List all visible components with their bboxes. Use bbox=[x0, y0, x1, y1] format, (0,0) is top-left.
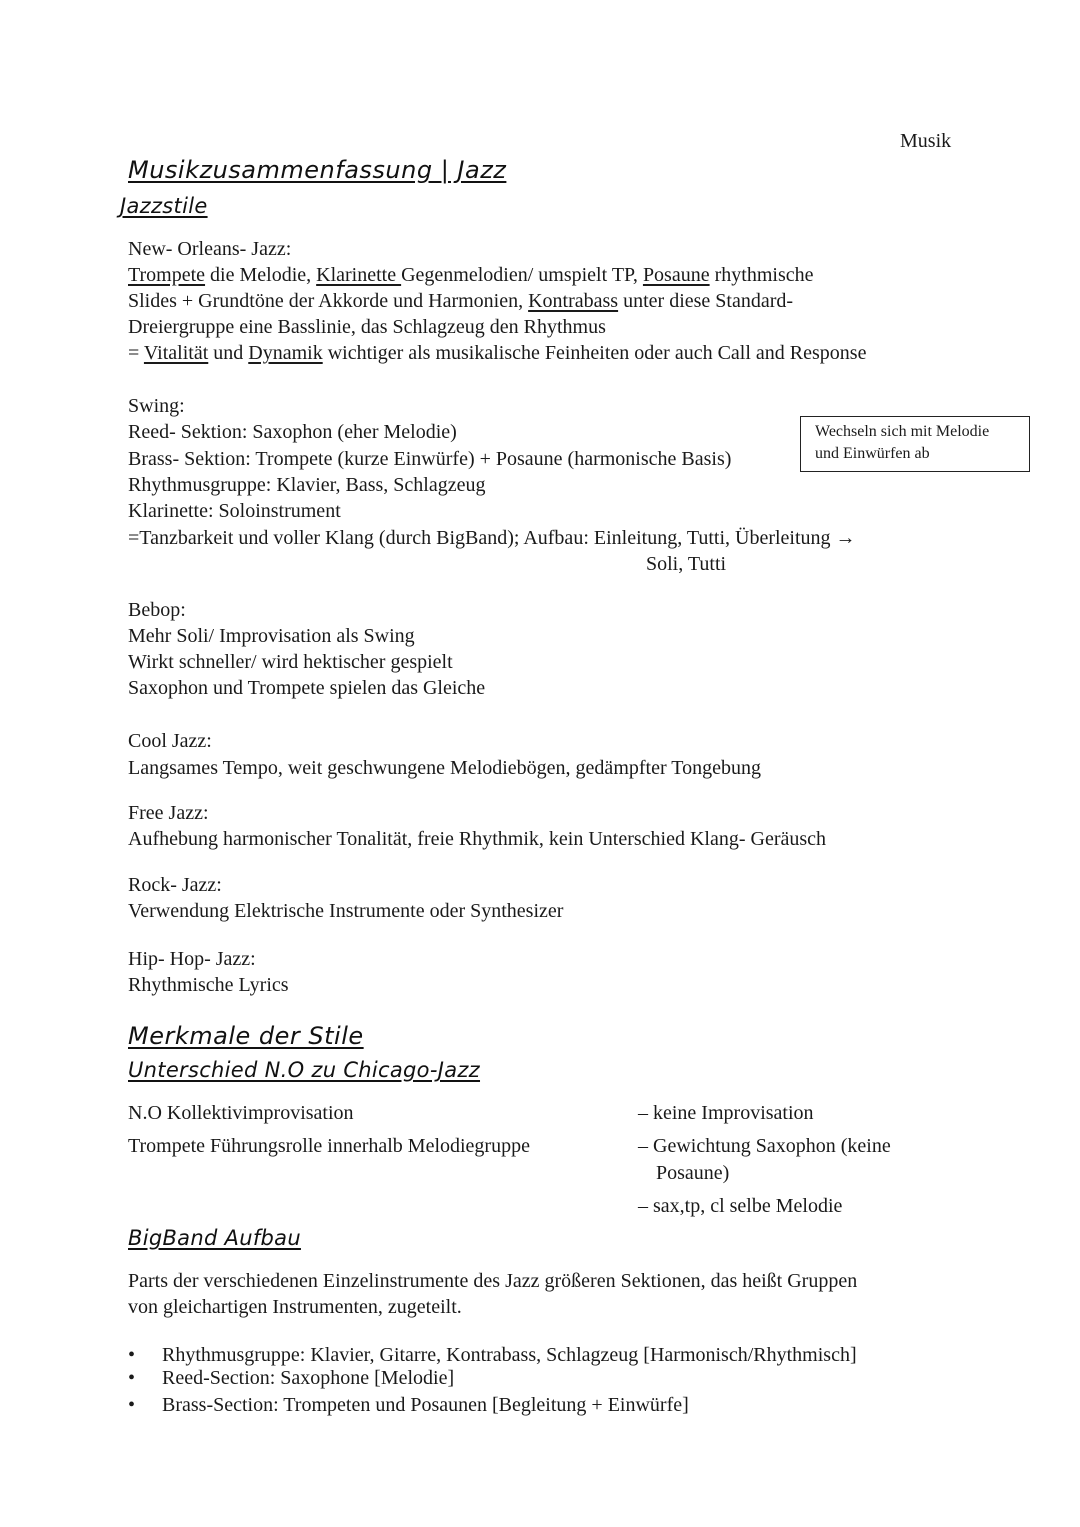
swing-heading: Swing: bbox=[128, 395, 185, 417]
swing-note-box: Wechseln sich mit Melodie und Einwürfen ab bbox=[800, 416, 1030, 472]
bebop-heading: Bebop: bbox=[128, 599, 186, 621]
term-dynamik: Dynamik bbox=[248, 342, 323, 364]
term-klarinette: Klarinette bbox=[316, 264, 402, 286]
bebop-line-2: Wirkt schneller/ wird hektischer gespielt bbox=[128, 651, 453, 673]
swing-line-3: Rhythmusgruppe: Klavier, Bass, Schlagzeug bbox=[128, 474, 486, 496]
comparison-left-1: N.O Kollektivimprovisation bbox=[128, 1102, 354, 1124]
cool-jazz-heading: Cool Jazz: bbox=[128, 730, 212, 752]
new-orleans-line-1: Trompete die Melodie, Klarinette Gegenmelodien/ umspielt TP, Posaune rhythmische bbox=[128, 264, 814, 286]
new-orleans-line-3: Dreiergruppe eine Basslinie, das Schlagzeug den Rhythmus bbox=[128, 316, 606, 338]
free-jazz-line-1: Aufhebung harmonischer Tonalität, freie Rhythmik, kein Unterschied Klang- Geräusch bbox=[128, 828, 827, 850]
hiphop-jazz-heading: Hip- Hop- Jazz: bbox=[128, 948, 256, 970]
new-orleans-heading: New- Orleans- Jazz: bbox=[128, 238, 292, 260]
bullet-icon: • bbox=[128, 1344, 136, 1366]
comparison-right-2a: – Gewichtung Saxophon (keine bbox=[638, 1135, 891, 1157]
term-vitalitaet: Vitalität bbox=[143, 342, 209, 364]
term-trompete: Trompete bbox=[128, 264, 206, 286]
page-title: Musikzusammenfassung | Jazz bbox=[128, 156, 507, 184]
swing-line-1: Reed- Sektion: Saxophon (eher Melodie) bbox=[128, 421, 457, 443]
list-item: • Brass-Section: Trompeten und Posaunen [Begleitung + Einwürfe] bbox=[128, 1394, 689, 1416]
comparison-right-1: – keine Improvisation bbox=[638, 1102, 814, 1124]
list-item: • Rhythmusgruppe: Klavier, Gitarre, Kontrabass, Schlagzeug [Harmonisch/Rhythmisch] bbox=[128, 1344, 857, 1366]
list-item: • Reed-Section: Saxophone [Melodie] bbox=[128, 1367, 455, 1389]
section-subheading-chicago: Unterschied N.O zu Chicago-Jazz bbox=[128, 1058, 481, 1082]
term-kontrabass: Kontrabass bbox=[528, 290, 619, 312]
term-posaune: Posaune bbox=[642, 264, 710, 286]
swing-line-2: Brass- Sektion: Trompete (kurze Einwürfe) + Posaune (harmonische Basis) bbox=[128, 448, 732, 470]
section-heading-jazzstile: Jazzstile bbox=[120, 194, 208, 218]
cool-jazz-line-1: Langsames Tempo, weit geschwungene Melodiebögen, gedämpfter Tongebung bbox=[128, 757, 761, 779]
swing-line-5: =Tanzbarkeit und voller Klang (durch BigBand); Aufbau: Einleitung, Tutti, Überleitung → bbox=[128, 527, 856, 549]
subject-label: Musik bbox=[900, 130, 952, 152]
hiphop-jazz-line-1: Rhythmische Lyrics bbox=[128, 974, 289, 996]
new-orleans-summary: = Vitalität und Dynamik wichtiger als musikalische Feinheiten oder auch Call and Response bbox=[128, 342, 867, 364]
rock-jazz-heading: Rock- Jazz: bbox=[128, 874, 222, 896]
bigband-intro-2: von gleichartigen Instrumenten, zugeteilt. bbox=[128, 1296, 462, 1318]
comparison-right-3: – sax,tp, cl selbe Melodie bbox=[638, 1195, 843, 1217]
bigband-intro-1: Parts der verschiedenen Einzelinstrumente des Jazz größeren Sektionen, das heißt Gruppen bbox=[128, 1270, 858, 1292]
new-orleans-line-2: Slides + Grundtöne der Akkorde und Harmonien, Kontrabass unter diese Standard- bbox=[128, 290, 794, 312]
free-jazz-heading: Free Jazz: bbox=[128, 802, 209, 824]
section-heading-merkmale: Merkmale der Stile bbox=[128, 1022, 364, 1050]
swing-line-6: Soli, Tutti bbox=[646, 553, 727, 575]
bullet-icon: • bbox=[128, 1367, 136, 1389]
comparison-right-2b: Posaune) bbox=[656, 1162, 730, 1184]
rock-jazz-line-1: Verwendung Elektrische Instrumente oder Synthesizer bbox=[128, 900, 564, 922]
bebop-line-1: Mehr Soli/ Improvisation als Swing bbox=[128, 625, 415, 647]
bebop-line-3: Saxophon und Trompete spielen das Gleiche bbox=[128, 677, 486, 699]
comparison-left-2: Trompete Führungsrolle innerhalb Melodiegruppe bbox=[128, 1135, 530, 1157]
swing-line-4: Klarinette: Soloinstrument bbox=[128, 500, 341, 522]
bullet-icon: • bbox=[128, 1394, 136, 1416]
section-heading-bigband: BigBand Aufbau bbox=[128, 1226, 301, 1250]
